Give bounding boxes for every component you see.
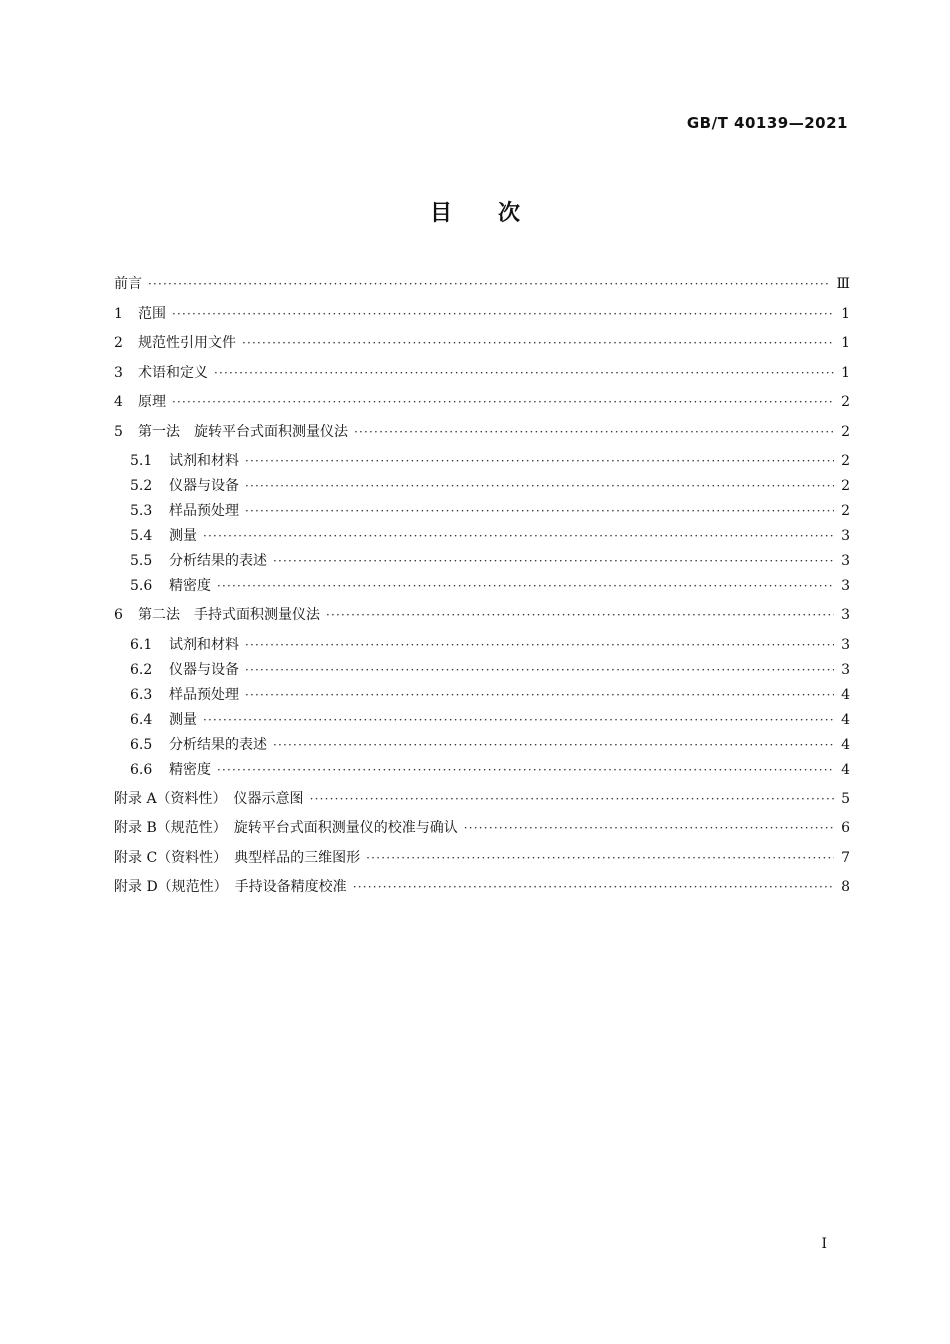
- toc-leader-dots: [203, 710, 834, 730]
- toc-leader-dots: [464, 818, 834, 838]
- toc-entry-page: 2: [841, 394, 850, 410]
- toc-entry-5-4[interactable]: [114, 526, 850, 551]
- toc-entry-number: 6: [114, 607, 123, 623]
- toc-entry-6-5[interactable]: [114, 735, 850, 760]
- table-of-contents: [114, 274, 850, 907]
- toc-entry-annex-a[interactable]: [114, 789, 850, 819]
- toc-entry-label: 分析结果的表述: [169, 736, 267, 753]
- toc-entry-label: 样品预处理: [169, 686, 239, 703]
- toc-leader-dots: [217, 760, 834, 780]
- toc-leader-dots: [172, 304, 834, 324]
- toc-entry-page: 7: [841, 849, 850, 866]
- toc-entry-label: 试剂和材料: [169, 636, 239, 653]
- toc-entry-number: 6.4: [130, 711, 153, 728]
- toc-entry-label: 精密度: [169, 578, 211, 594]
- toc-entry-number: 3: [114, 364, 123, 381]
- toc-leader-dots: [217, 576, 834, 596]
- toc-entry-number: 6.2: [130, 661, 153, 678]
- toc-entry-number: 1: [114, 305, 123, 322]
- page-number: Ⅰ: [821, 1236, 827, 1252]
- toc-entry-label: 精密度: [169, 761, 211, 778]
- toc-entry-page: 4: [841, 736, 850, 753]
- toc-entry-page: 2: [841, 478, 850, 494]
- toc-leader-dots: [245, 635, 834, 655]
- toc-entry-page: 3: [841, 578, 850, 594]
- toc-entry-page: 3: [841, 528, 850, 544]
- toc-leader-dots: [148, 274, 830, 294]
- toc-entry-3[interactable]: [114, 363, 850, 393]
- toc-entry-5-3[interactable]: [114, 501, 850, 526]
- toc-leader-dots: [245, 501, 834, 521]
- toc-entry-label: 附录 C（资料性） 典型样品的三维图形: [114, 849, 361, 866]
- toc-entry-page: 1: [841, 305, 850, 322]
- toc-entry-label: 仪器与设备: [169, 661, 239, 678]
- toc-entry-1[interactable]: [114, 304, 850, 334]
- toc-entry-page: 3: [841, 636, 850, 653]
- toc-entry-number: 6.3: [130, 686, 153, 703]
- toc-entry-page: 2: [841, 453, 850, 469]
- toc-entry-annex-c[interactable]: [114, 848, 850, 878]
- toc-entry-page: 1: [841, 335, 850, 351]
- toc-leader-dots: [245, 660, 834, 680]
- toc-entry-page: 4: [841, 761, 850, 778]
- toc-leader-dots: [273, 735, 834, 755]
- toc-leader-dots: [172, 392, 834, 412]
- toc-entry-page: 2: [841, 423, 850, 440]
- toc-entry-page: 2: [841, 503, 850, 519]
- toc-entry-number: 5.3: [130, 503, 153, 519]
- toc-leader-dots: [214, 363, 834, 383]
- toc-entry-label: 样品预处理: [169, 503, 239, 519]
- toc-entry-number: 6.5: [130, 736, 153, 753]
- toc-entry-label: 试剂和材料: [169, 453, 239, 469]
- toc-entry-page: 5: [841, 790, 850, 807]
- toc-entry-2[interactable]: [114, 333, 850, 363]
- toc-entry-number: 6.6: [130, 761, 153, 778]
- toc-entry-page: 6: [841, 820, 850, 836]
- toc-leader-dots: [273, 551, 834, 571]
- toc-entry-5-2[interactable]: [114, 476, 850, 501]
- toc-entry-annex-d[interactable]: [114, 877, 850, 907]
- toc-entry-5-6[interactable]: [114, 576, 850, 605]
- toc-entry-page: 4: [841, 711, 850, 728]
- toc-entry-5[interactable]: [114, 422, 850, 452]
- toc-entry-page: Ⅲ: [836, 276, 850, 292]
- toc-entry-number: 4: [114, 394, 123, 410]
- page-title: 目次: [429, 201, 566, 226]
- toc-leader-dots: [245, 685, 834, 705]
- toc-entry-number: 5.2: [130, 478, 153, 494]
- toc-entry-foreword[interactable]: [114, 274, 850, 304]
- toc-leader-dots: [326, 605, 834, 625]
- toc-entry-page: 3: [841, 661, 850, 678]
- toc-entry-number: 2: [114, 335, 123, 351]
- toc-entry-number: 5: [114, 423, 123, 440]
- toc-leader-dots: [366, 848, 834, 868]
- toc-entry-6-6[interactable]: [114, 760, 850, 789]
- toc-entry-page: 1: [841, 364, 850, 381]
- toc-entry-label: 附录 B（规范性） 旋转平台式面积测量仪的校准与确认: [114, 820, 458, 836]
- toc-entry-label: 原理: [138, 394, 166, 410]
- toc-entry-number: 6.1: [130, 636, 153, 653]
- toc-entry-6-4[interactable]: [114, 710, 850, 735]
- toc-entry-number: 5.4: [130, 528, 153, 544]
- toc-entry-5-5[interactable]: [114, 551, 850, 576]
- toc-entry-6[interactable]: [114, 605, 850, 635]
- toc-entry-number: 5.5: [130, 553, 153, 569]
- toc-entry-label: 仪器与设备: [169, 478, 239, 494]
- toc-entry-number: 5.1: [130, 453, 153, 469]
- toc-entry-label: 附录 A（资料性） 仪器示意图: [114, 790, 304, 807]
- toc-leader-dots: [354, 422, 834, 442]
- toc-entry-4[interactable]: [114, 392, 850, 422]
- toc-entry-page: 3: [841, 553, 850, 569]
- toc-leader-dots: [203, 526, 834, 546]
- toc-entry-6-1[interactable]: [114, 635, 850, 660]
- toc-entry-annex-b[interactable]: [114, 818, 850, 848]
- toc-entry-label: 规范性引用文件: [138, 335, 236, 351]
- toc-entry-page: 4: [841, 686, 850, 703]
- toc-entry-label: 范围: [138, 305, 166, 322]
- standard-code: GB/T 40139—2021: [686, 114, 848, 132]
- toc-leader-dots: [245, 476, 834, 496]
- toc-entry-label: 第一法 旋转平台式面积测量仪法: [138, 423, 348, 440]
- toc-entry-6-3[interactable]: [114, 685, 850, 710]
- toc-leader-dots: [245, 451, 834, 471]
- toc-entry-page: 8: [841, 879, 850, 895]
- toc-entry-label: 术语和定义: [138, 364, 208, 381]
- toc-entry-6-2[interactable]: [114, 660, 850, 685]
- toc-entry-label: 前言: [114, 276, 142, 292]
- toc-entry-label: 附录 D（规范性） 手持设备精度校准: [114, 879, 347, 895]
- toc-entry-label: 第二法 手持式面积测量仪法: [138, 607, 320, 623]
- toc-entry-page: 3: [841, 607, 850, 623]
- toc-leader-dots: [242, 333, 834, 353]
- toc-leader-dots: [310, 789, 834, 809]
- toc-entry-label: 测量: [169, 711, 197, 728]
- toc-entry-label: 分析结果的表述: [169, 553, 267, 569]
- toc-entry-number: 5.6: [130, 578, 153, 594]
- toc-leader-dots: [353, 877, 834, 897]
- toc-entry-label: 测量: [169, 528, 197, 544]
- toc-entry-5-1[interactable]: [114, 451, 850, 476]
